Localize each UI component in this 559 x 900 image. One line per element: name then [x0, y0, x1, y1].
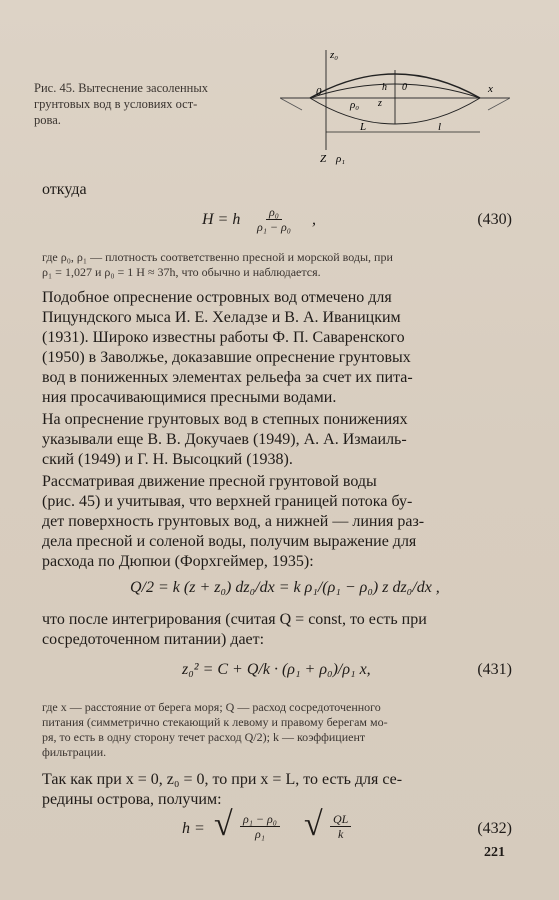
island-diagram	[280, 40, 510, 170]
label-rho0: ρ₀	[350, 99, 360, 111]
eq432-lhs: h =	[182, 820, 205, 837]
label-z0: z₀	[330, 49, 339, 61]
right-shore-slope	[488, 98, 510, 110]
eq430-numerator: ρ₀	[266, 205, 282, 220]
label-Z-bottom: Z	[320, 153, 327, 165]
paragraph-line: расхода по Дюпюи (Форхгеймер, 1935):	[42, 553, 314, 570]
paragraph-line: дет поверхность грунтовых вод, а нижней — линия раз-	[42, 513, 425, 530]
small-text: питания (симметрично стекающий к левому и правому берегам мо-	[42, 715, 388, 729]
eq431-number: (431)	[477, 661, 512, 678]
label-x: x	[488, 83, 493, 95]
small-text: где ρ₀, ρ₁ — плотность соответственно пресной и морской воды, при	[42, 250, 393, 264]
word-otkuda: откуда	[42, 181, 87, 198]
small-text: фильтрации.	[42, 745, 107, 759]
eq430-comma: ,	[312, 211, 316, 228]
equation-431	[42, 655, 512, 695]
eq430-fraction	[254, 205, 294, 234]
small-text: где x — расстояние от берега моря; Q — расход сосредоточенного	[42, 700, 381, 714]
label-L: L	[360, 121, 367, 133]
small-text: ρ₁ = 1,027 и ρ₀ = 1 H ≈ 37h, что обычно и наблюдается.	[42, 265, 321, 279]
paragraph-line: (рис. 45) и учитывая, что верхней границей потока бу-	[42, 493, 413, 510]
eq430-number: (430)	[477, 211, 512, 228]
caption-line: Рис. 45. Вытеснение засоленных	[34, 81, 209, 95]
eq432-fraction-1	[240, 812, 280, 841]
eq432-den1: ρ₁	[255, 827, 265, 841]
paragraph-line: Так как при x = 0, z₀ = 0, то при x = L, то есть для се-	[42, 771, 403, 788]
page-number: 221	[484, 845, 505, 860]
label-l: l	[438, 121, 442, 133]
paragraph-line: указывали еще В. В. Докучаев (1949), А. А. Измаиль-	[42, 431, 407, 448]
eq432-fraction-2	[330, 812, 351, 841]
paragraph-line: дела пресной и соленой воды, получим выражение для	[42, 533, 417, 550]
eq432-num1: ρ₁ − ρ₀	[240, 812, 280, 827]
label-rho1: ρ₁	[336, 153, 346, 165]
paragraph-line: сосредоточенном питании) дает:	[42, 631, 265, 648]
paragraph-line: ский (1949) и Г. Н. Высоцкий (1938).	[42, 451, 293, 468]
paragraph-line: Рассматривая движение пресной грунтовой воды	[42, 473, 377, 490]
eq432-num2: QL	[330, 812, 351, 827]
paragraph-line: редины острова, получим:	[42, 791, 222, 808]
eq431-body: z₀² = C + Q/k · (ρ₁ + ρ₀)/ρ₁ x,	[182, 661, 371, 678]
paragraph-line: вод в пониженных элементах рельефа за счет их пита-	[42, 369, 413, 386]
eq430-lhs: H = h	[202, 211, 241, 228]
label-origin: 0	[316, 86, 322, 98]
label-zero-center: 0	[402, 82, 407, 93]
equation-432	[42, 808, 512, 852]
paragraph-line: Пицундского мыса И. Е. Хеладзе и В. А. Иваницким	[42, 309, 401, 326]
label-h: h	[382, 82, 387, 93]
figure-caption	[34, 80, 274, 128]
paragraph-line: что после интегрирования (считая Q = const, то есть при	[42, 611, 427, 628]
eq432-number: (432)	[477, 820, 512, 837]
caption-line: грунтовых вод в условиях ост-	[34, 97, 198, 111]
equation-darcy: Q/2 = k (z + z₀) dz₀/dx = k ρ₁/(ρ₁ − ρ₀) z dz₀/dx ,	[130, 579, 440, 596]
paragraph-line: На опреснение грунтовых вод в степных понижениях	[42, 411, 408, 428]
sqrt-symbol: √	[304, 806, 323, 843]
eq430-denominator: ρ₁ − ρ₀	[257, 220, 291, 234]
paragraph-line: Подобное опреснение островных вод отмечено для	[42, 289, 392, 306]
paragraph-line: (1931). Широко известны работы Ф. П. Саваренского	[42, 329, 405, 346]
paragraph-line: ния просачивающимися пресными водами.	[42, 389, 337, 406]
eq432-den2: k	[338, 827, 344, 841]
equation-430	[42, 205, 512, 245]
sqrt-symbol: √	[214, 806, 233, 843]
small-text: ря, то есть в одну сторону течет расход Q/2); k — коэффициент	[42, 730, 366, 744]
left-shore-slope	[280, 98, 302, 110]
caption-line: рова.	[34, 113, 61, 127]
label-z: z	[378, 98, 382, 109]
paragraph-line: (1950) в Заволжье, доказавшие опреснение грунтовых	[42, 349, 411, 366]
